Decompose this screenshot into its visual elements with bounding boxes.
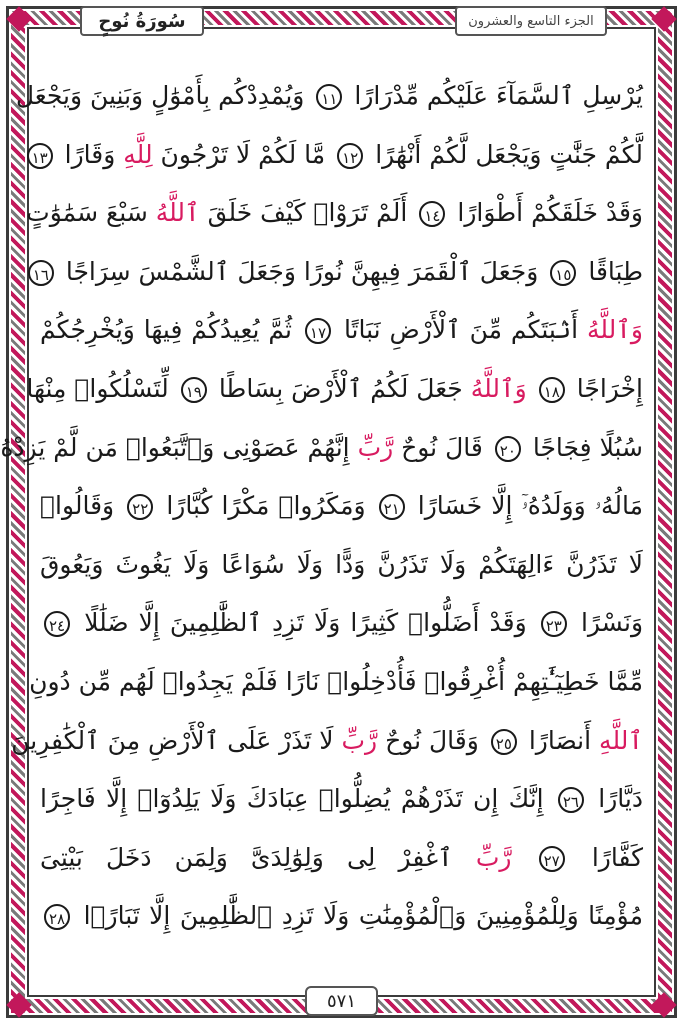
ayah-number-marker: ١٤ — [419, 201, 445, 227]
verse-text: طِبَاقًا — [588, 256, 643, 286]
divine-name-text: وَٱللَّهُ — [470, 374, 527, 403]
surah-name-header: سُورَةُ نُوحٍ — [80, 6, 204, 36]
verse-lines — [0, 70, 644, 950]
verse-text: مُؤْمِنًا وَلِلْمُؤْمِنِينَ وَٱلْمُؤْمِنَٰتِ وَلَا تَزِدِ ٱلظَّٰلِمِينَ إِلَّا تَبَارًۢا — [83, 901, 643, 931]
divine-name-text: لِلَّهِ — [123, 139, 153, 169]
verse-text: أَنصَارًا — [528, 725, 592, 755]
verse-text: وَيُمْدِدْكُم بِأَمْوَٰلٍ وَبَنِينَ وَيَجْعَل — [15, 81, 305, 110]
ayah-number-marker: ١٨ — [539, 377, 565, 403]
verse-text: دَيَّارًا — [598, 784, 643, 814]
verse-text: ثُمَّ يُعِيدُكُمْ فِيهَا وَيُخْرِجُكُمْ — [40, 315, 292, 345]
verse-line — [32, 246, 643, 298]
ayah-number-marker: ١٧ — [305, 318, 331, 344]
verse-text: مَّا لَكُمْ لَا تَرْجُونَ — [160, 139, 326, 169]
verse-text: وَقَدْ خَلَقَكُمْ أَطْوَارًا — [457, 198, 643, 228]
verse-text: قَالَ نُوحٌ — [401, 432, 483, 462]
divine-name-text: ٱللَّهُ — [155, 198, 200, 228]
ayah-number-marker: ٢٢ — [127, 494, 153, 520]
verse-text: لَّكُمْ جَنَّٰتٍ وَيَجْعَل لَّكُمْ أَنْهَٰرًا — [375, 139, 643, 169]
verse-text: يُرْسِلِ ٱلسَّمَآءَ عَلَيْكُم مِّدْرَارًا — [354, 81, 643, 110]
verse-text: وَقَالَ نُوحٌ — [385, 725, 479, 755]
verse-text: وَقَارًا — [64, 139, 116, 169]
verse-text: سَبْعَ سَمَٰوَٰتٍ — [26, 198, 148, 228]
verse-text: إِخْرَاجًا — [576, 374, 643, 403]
verse-line — [15, 70, 643, 122]
ayah-number-marker: ١٩ — [181, 377, 207, 403]
ayah-number-marker: ٢٤ — [44, 611, 70, 637]
juz-name-header: الجزء التاسع والعشرون — [455, 6, 607, 36]
verse-line — [31, 129, 643, 181]
divine-name-text: رَّبِّ — [341, 725, 378, 755]
ayah-number-marker: ٢٠ — [495, 436, 521, 462]
verse-text: إِنَّكَ إِن تَذَرْهُمْ يُضِلُّوا۟ عِبَادَكَ وَلَا يَلِدُوٓا۟ إِلَّا فَاجِرًا — [40, 784, 544, 814]
verse-text: إِنَّهُمْ عَصَوْنِى وَٱتَّبَعُوا۟ مَن لَّمْ يَزِدْهُ — [0, 432, 350, 462]
ayah-number-marker: ١١ — [316, 84, 342, 110]
page-number: ٥٧١ — [305, 986, 378, 1016]
verse-line — [11, 715, 643, 767]
verse-text: لَا تَذَرْ عَلَى ٱلْأَرْضِ مِنَ ٱلْكَٰفِرِينَ — [11, 725, 334, 755]
verse-line — [40, 539, 643, 591]
verse-text: مَالُهُۥ وَوَلَدُهُۥٓ إِلَّا خَسَارًا — [417, 491, 644, 521]
divine-name-text: رَّبِّ — [357, 432, 394, 462]
verse-text: ٱغْفِرْ لِى وَلِوَٰلِدَىَّ وَلِمَن دَخَلَ بَيْتِىَ — [40, 842, 453, 872]
verse-text: جَعَلَ لَكُمُ ٱلْأَرْضَ بِسَاطًا — [218, 374, 463, 403]
verse-text: وَجَعَلَ ٱلْقَمَرَ فِيهِنَّ نُورًا وَجَعَلَ ٱلشَّمْسَ سِرَاجًا — [65, 256, 539, 286]
verse-line — [29, 656, 643, 708]
verse-line — [40, 773, 643, 825]
ayah-number-marker: ١٥ — [550, 260, 576, 286]
verse-text: أَنۢبَتَكُم مِّنَ ٱلْأَرْضِ نَبَاتًا — [343, 315, 579, 345]
verse-text: وَقَدْ أَضَلُّوا۟ كَثِيرًا وَلَا تَزِدِ ٱلظَّٰلِمِينَ إِلَّا ضَلَٰلًا — [84, 608, 527, 638]
ayah-number-marker: ١٣ — [27, 143, 53, 169]
verse-line — [40, 597, 643, 649]
verse-line — [40, 480, 643, 532]
ayah-number-marker: ١٢ — [337, 143, 363, 169]
ayah-number-marker: ٢١ — [379, 494, 405, 520]
verse-text: كَفَّارًا — [591, 842, 643, 872]
ayah-number-marker: ٢٨ — [44, 904, 70, 930]
ayah-number-marker: ١٦ — [28, 260, 54, 286]
verse-line — [26, 363, 643, 415]
verse-line — [40, 890, 643, 942]
verse-line — [40, 832, 643, 884]
verse-text: وَقَالُوا۟ — [40, 491, 115, 521]
verse-text: لَا تَذَرُنَّ ءَالِهَتَكُمْ وَلَا تَذَرُنَّ وَدًّا وَلَا سُوَاعًا وَلَا يَغُوثَ وَيَعُوقَ — [40, 549, 643, 579]
ayah-number-marker: ٢٥ — [491, 729, 517, 755]
verse-text: أَلَمْ تَرَوْا۟ كَيْفَ خَلَقَ — [207, 198, 408, 228]
divine-name-text: وَٱللَّهُ — [586, 315, 644, 345]
verse-line — [40, 304, 643, 356]
ayah-number-marker: ٢٦ — [558, 787, 584, 813]
verse-text: وَنَسْرًا — [580, 608, 644, 638]
ayah-number-marker: ٢٧ — [539, 846, 565, 872]
verse-text: لِّتَسْلُكُوا۟ مِنْهَا — [26, 374, 169, 403]
ayah-number-marker: ٢٣ — [541, 611, 567, 637]
divine-name-text: ٱللَّهِ — [599, 725, 643, 755]
verse-text: سُبُلًا فِجَاجًا — [532, 432, 643, 462]
verse-text: وَمَكَرُوا۟ مَكْرًا كُبَّارًا — [166, 491, 366, 521]
verse-line — [0, 422, 643, 474]
verse-line — [26, 187, 643, 239]
divine-name-text: رَّبِّ — [475, 842, 512, 872]
verse-text: مِّمَّا خَطِيٓـَٰٔتِهِمْ أُغْرِقُوا۟ فَأُدْخِلُوا۟ نَارًا فَلَمْ يَجِدُوا۟ لَهُم مِّن دُونِ — [29, 667, 643, 696]
